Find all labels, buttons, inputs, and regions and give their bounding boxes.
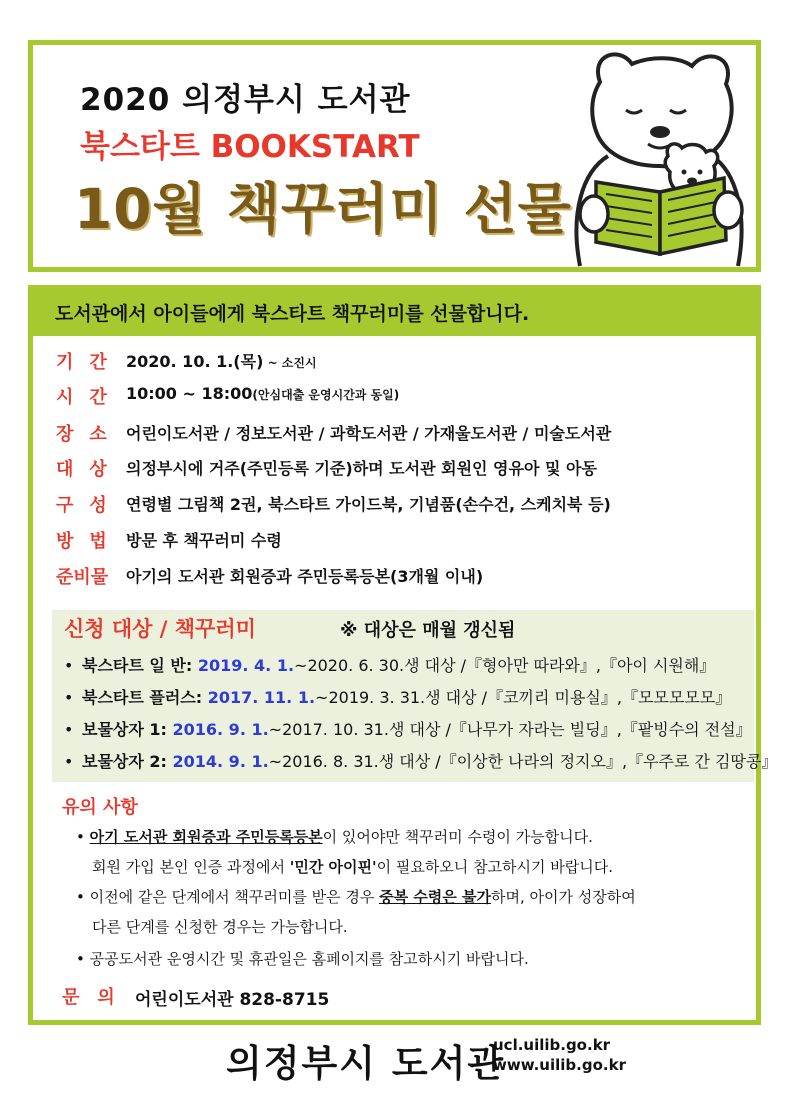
notes-title: 유의 사항 — [62, 797, 138, 818]
info-label: 방법 — [56, 531, 123, 552]
info-suffix: ~ 소진시 — [263, 356, 317, 370]
note-emphasis: 아기 도서관 회원증과 주민등록등본 — [89, 828, 323, 846]
target-label: 보물상자 2: — [82, 752, 173, 771]
info-value: 어린이도서관 / 정보도서관 / 과학도서관 / 가재울도서관 / 미술도서관 — [126, 424, 612, 443]
footer-library-name: 의정부시 도서관 — [226, 1042, 506, 1085]
note-item — [76, 948, 529, 969]
bullet-icon: • — [64, 688, 74, 707]
headline-text: 도서관에서 아이들에게 북스타트 책꾸러미를 선물합니다. — [55, 303, 530, 325]
note-text: 이전에 같은 단계에서 책꾸러미를 받은 경우 — [89, 888, 380, 906]
header-title-line1: 2020 의정부시 도서관 — [80, 82, 411, 118]
target-detail: ~2020. 6. 30.생 대상 /『형아만 따라와』,『아이 시원해』 — [294, 656, 716, 675]
info-suffix: (안심대출 운영시간과 동일) — [252, 388, 400, 402]
info-value: 의정부시에 거주(주민등록 기준)하며 도서관 회원인 영유아 및 아동 — [126, 459, 597, 478]
target-detail: ~2019. 3. 31.생 대상 /『코끼리 미용실』,『모모모모모』 — [315, 688, 732, 707]
target-label: 보물상자 1: — [82, 720, 173, 739]
target-row — [64, 653, 715, 676]
info-value: 2020. 10. 1.(목) — [126, 352, 264, 371]
note-item-continued: 다른 단계를 신청한 경우는 가능합니다. — [92, 918, 348, 936]
note-text: 이 필요하오니 참고하시기 바랍니다. — [376, 858, 614, 876]
bullet-icon: • — [76, 828, 85, 846]
target-row — [64, 749, 777, 772]
info-value: 연령별 그림책 2권, 북스타트 가이드북, 기념품(손수건, 스케치북 등) — [126, 495, 611, 514]
target-row — [64, 717, 752, 740]
note-item-continued — [92, 856, 613, 877]
note-emphasis: 중복 수령은 불가 — [379, 888, 491, 906]
footer-url-1[interactable]: ucl.uilib.go.kr — [493, 1036, 611, 1054]
info-label: 시간 — [56, 387, 123, 408]
bullet-icon: • — [64, 752, 74, 771]
info-label: 기간 — [56, 352, 123, 373]
note-text: 회원 가입 본인 인증 과정에서 — [92, 858, 290, 876]
target-date: 2017. 11. 1. — [207, 688, 316, 707]
note-text: 이 있어야만 책꾸러미 수령이 가능합니다. — [322, 828, 593, 846]
header-title-line3: 10월 책꾸러미 선물 — [74, 177, 572, 241]
info-value: 방문 후 책꾸러미 수령 — [126, 531, 282, 550]
footer-url-2[interactable]: www.uilib.go.kr — [493, 1056, 626, 1074]
target-section-note: ※ 대상은 매월 갱신됨 — [340, 620, 516, 641]
bullet-icon: • — [64, 656, 74, 675]
info-label: 구성 — [56, 495, 123, 516]
note-emphasis: '민간 아이핀' — [289, 858, 377, 876]
bullet-icon: • — [76, 888, 85, 906]
target-section-title: 신청 대상 / 책꾸러미 — [64, 617, 256, 641]
bullet-icon: • — [76, 950, 85, 968]
contact-value: 어린이도서관 828-8715 — [135, 990, 330, 1010]
bullet-icon: • — [64, 720, 74, 739]
note-item — [76, 826, 593, 847]
info-label: 준비물 — [56, 567, 109, 588]
info-label: 대상 — [56, 459, 123, 480]
target-date: 2019. 4. 1. — [197, 656, 295, 675]
target-label: 북스타트 플러스: — [82, 688, 208, 707]
bear-reading-illustration — [560, 44, 755, 269]
note-item — [76, 886, 636, 907]
target-date: 2016. 9. 1. — [172, 720, 269, 739]
info-value: 10:00 ~ 18:00 — [126, 384, 253, 403]
info-label: 장소 — [56, 424, 123, 445]
target-detail: ~2017. 10. 31.생 대상 /『나무가 자라는 빌딩』,『팥빙수의 전설』 — [268, 720, 752, 739]
contact-label: 문의 — [62, 987, 133, 1008]
header-title-line2: 북스타트 BOOKSTART — [80, 129, 420, 165]
target-label: 북스타트 일 반: — [82, 656, 198, 675]
target-row — [64, 685, 731, 708]
note-text: 공공도서관 운영시간 및 휴관일은 홈페이지를 참고하시기 바랍니다. — [89, 950, 529, 968]
target-date: 2014. 9. 1. — [172, 752, 269, 771]
note-text: 하며, 아이가 성장하여 — [490, 888, 636, 906]
info-value: 아기의 도서관 회원증과 주민등록등본(3개월 이내) — [126, 567, 484, 586]
target-detail: ~2016. 8. 31.생 대상 /『이상한 나라의 정지오』,『우주로 간 김땅콩』 — [268, 752, 778, 771]
